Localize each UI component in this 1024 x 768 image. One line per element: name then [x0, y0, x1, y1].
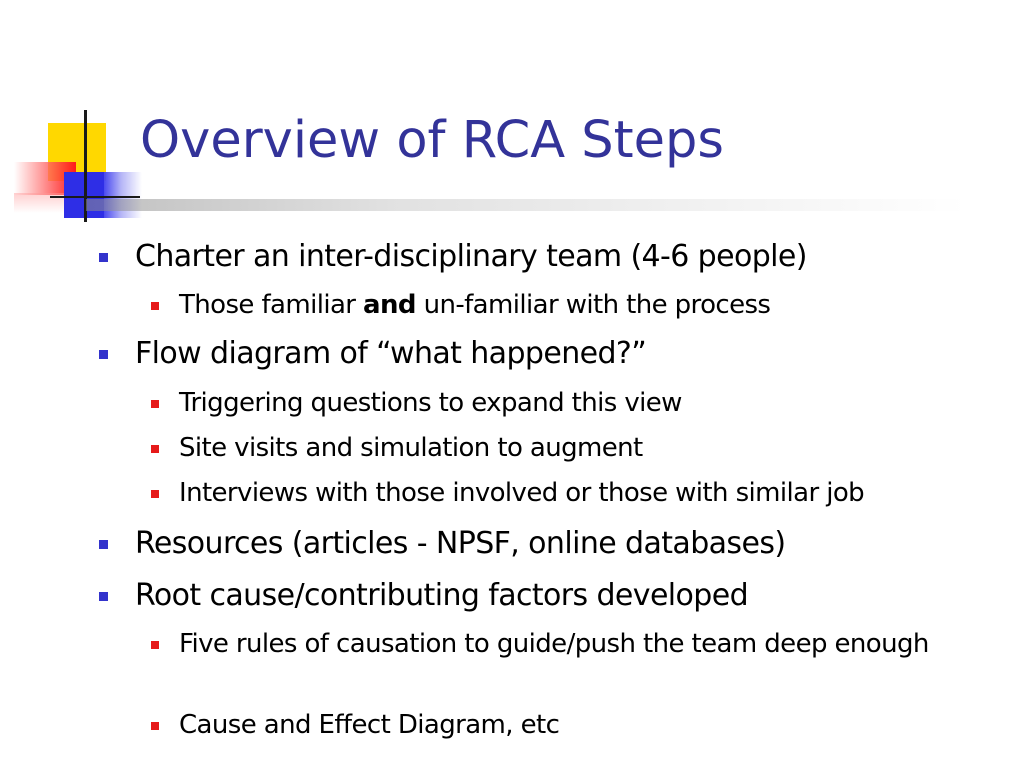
sub-bullet-emphasis: and	[363, 290, 416, 320]
bullet-item: Resources (articles - NPSF, online databases)	[135, 526, 786, 561]
sub-bullet-item: Site visits and simulation to augment	[179, 433, 643, 463]
level2-bullet-icon	[151, 722, 159, 730]
level2-bullet-icon	[151, 445, 159, 453]
level2-bullet-icon	[151, 400, 159, 408]
level2-bullet-icon	[151, 490, 159, 498]
slide-title: Overview of RCA Steps	[140, 111, 724, 170]
bullet-item: Flow diagram of “what happened?”	[135, 336, 647, 371]
level2-bullet-icon	[151, 302, 159, 310]
level1-bullet-icon	[99, 540, 108, 549]
sub-bullet-item: Cause and Effect Diagram, etc	[179, 710, 560, 740]
sub-bullet-item: Five rules of causation to guide/push the team deep enough	[179, 629, 929, 659]
sub-bullet-text: un-familiar with the process	[415, 290, 771, 320]
sub-bullet-text: Those familiar	[179, 290, 364, 320]
level1-bullet-icon	[99, 592, 108, 601]
bullet-item: Charter an inter-disciplinary team (4-6 people)	[135, 239, 807, 274]
level1-bullet-icon	[99, 253, 108, 262]
level1-bullet-icon	[99, 350, 108, 359]
sub-bullet-item: Interviews with those involved or those with similar job	[179, 478, 865, 508]
sub-bullet-item: Triggering questions to expand this view	[179, 388, 682, 418]
bullet-item: Root cause/contributing factors developed	[135, 578, 749, 613]
sub-bullet-item	[179, 288, 770, 322]
level2-bullet-icon	[151, 641, 159, 649]
